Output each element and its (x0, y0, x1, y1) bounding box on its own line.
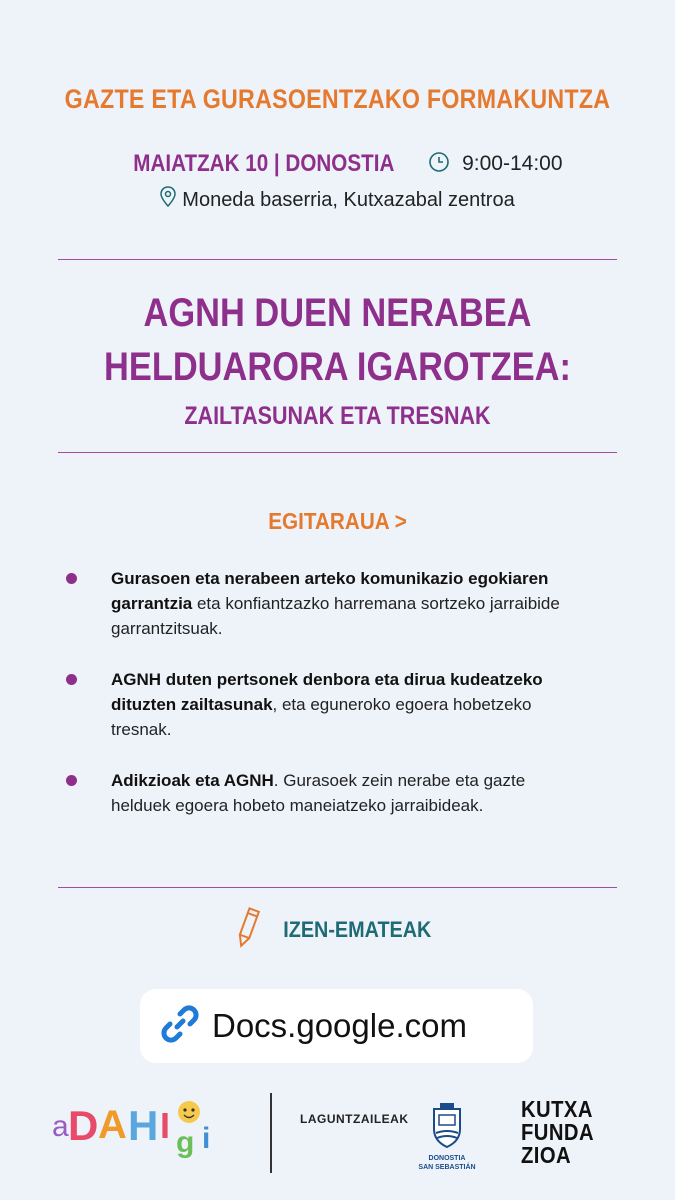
svg-text:i: i (202, 1122, 211, 1155)
svg-text:A: A (98, 1103, 127, 1147)
bullet (66, 674, 77, 685)
item-text: eta konfiantzazko harremana sortzeko jarraibide garrantzitsuak. (111, 594, 560, 638)
pencil-icon (235, 905, 261, 954)
registration-label[interactable]: IZEN-EMATEAK (283, 916, 432, 942)
link-icon (158, 1002, 202, 1051)
svg-text:D: D (68, 1102, 99, 1149)
program-link[interactable]: EGITARAUA > (268, 508, 407, 534)
item-text: . Gurasoek zein nerabe eta gazte helduek egoera hobeto maneiatzeko jarraibideak. (111, 771, 526, 815)
item-text: , eta eguneroko egoera hobetzeko tresnak. (111, 695, 532, 739)
event-location: Moneda baserria, Kutxazabal zentroa (182, 188, 515, 211)
item-bold: Gurasoen eta nerabeen arteko komunikazio egokiaren garrantzia (111, 569, 549, 613)
clock-icon (428, 151, 450, 178)
donostia-line: DONOSTIA (428, 1155, 466, 1162)
subtitle: ZAILTASUNAK ETA TRESNAK (184, 402, 491, 430)
item-bold: AGNH duten pertsonek denbora eta dirua kudeatzeko dituzten zailtasunak (111, 670, 543, 714)
event-type-heading: GAZTE ETA GURASOENTZAKO FORMAKUNTZA (64, 84, 611, 114)
divider (58, 259, 617, 260)
footer-divider (270, 1093, 272, 1173)
kutxa-line: ZIOA (521, 1142, 572, 1168)
svg-text:I: I (160, 1105, 171, 1146)
registration-row[interactable] (0, 905, 675, 954)
divider (58, 452, 617, 453)
main-title (47, 286, 628, 394)
item-bold: Adikzioak eta AGNH (111, 771, 274, 790)
event-time: 9:00-14:00 (462, 152, 563, 175)
divider (58, 887, 617, 888)
donostia-crest-icon (430, 1101, 464, 1154)
kutxa-line: KUTXA (521, 1096, 593, 1122)
list-item (66, 566, 586, 641)
date-time-row (0, 150, 675, 178)
bullet (66, 573, 77, 584)
bullet (66, 775, 77, 786)
donostia-label (412, 1154, 482, 1172)
svg-text:a: a (52, 1110, 69, 1143)
kutxa-logo (521, 1098, 604, 1167)
location-row (0, 186, 675, 214)
adahigi-logo (52, 1090, 232, 1165)
sponsors-label: LAGUNTZAILEAK (300, 1112, 409, 1126)
location-pin-icon (160, 186, 176, 214)
svg-text:g: g (176, 1126, 195, 1159)
registration-link[interactable] (140, 989, 533, 1063)
list-item (66, 768, 586, 818)
main-title-line: AGNH DUEN NERABEA (143, 291, 532, 335)
main-title-line: HELDUARORA IGAROTZEA: (104, 345, 571, 389)
donostia-line: SAN SEBASTIÁN (418, 1164, 476, 1171)
svg-text:H: H (128, 1102, 159, 1149)
logo-text: aDAHIgi (52, 1090, 56, 1091)
kutxa-line: FUNDA (521, 1119, 595, 1145)
date-place: MAIATZAK 10 | DONOSTIA (133, 150, 395, 177)
program-list (66, 566, 586, 844)
list-item (66, 667, 586, 742)
link-text[interactable]: Docs.google.com (212, 1007, 467, 1044)
